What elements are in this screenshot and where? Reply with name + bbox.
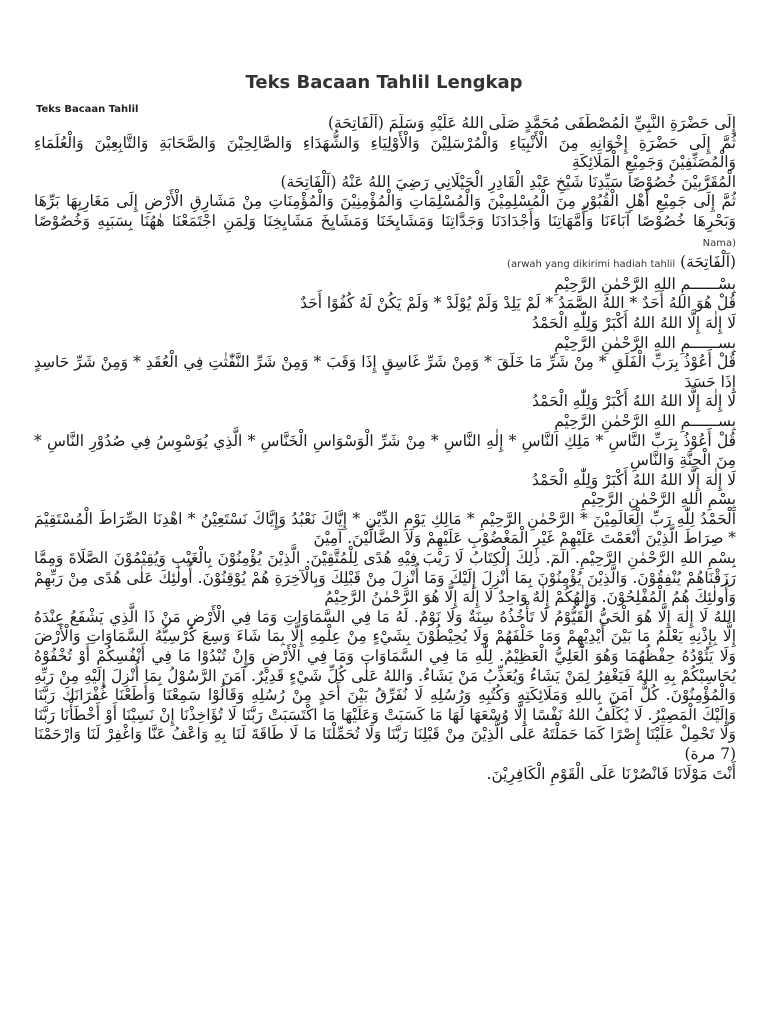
text-line: قُلْ أَعُوْذُ بِرَبِّ الْفَلَقِ * مِنْ شَرِّ مَا خَلَقَ * وَمِنْ شَرِّ غَاسِقٍ إِذَا وَقَبَ * وَمِنْ شَرِّ النَّفّٰثٰتِ فِي الْعُقَدِ * وَمِنْ شَرِّ حَاسِدٍ إِذَا حَسَدَ (34, 353, 736, 391)
text-line: بِســــــمِ اللهِ الرَّحْمٰنِ الرَّحِيْمِ (554, 411, 736, 430)
text-line: لَا إِلٰهَ إِلَّا اللهُ اللهُ أَكْبَرْ وَلِلّٰهِ الْحَمْدُ (531, 392, 736, 411)
text-line: بِسْمِ اللهِ الرَّحْمٰنِ الرَّحِيْمِ. الٓمٓ. ذٰلِكَ الْكِتَابُ لَا رَيْبَ فِيْهِ هُدًى لِلْمُتَّقِيْنَ. الَّذِيْنَ يُؤْمِنُوْنَ بِالْغَيْبِ وَيُقِيْمُوْنَ الصَّلَاةَ وَمِمَّا رَزَقْنَاهُمْ يُنْفِقُوْنَ. وَالَّذِيْنَ يُؤْمِنُوْنَ بِمَا أُنْزِلَ إِلَيْكَ وَمَا أُنْزِلَ مِنْ قَبْلِكَ وَبِالْآخِرَةِ هُمْ يُوْقِنُوْنَ. أُولٰئِكَ عَلٰى هُدًى مِنْ رَبِّهِمْ وَأُولٰئِكَ هُمُ الْمُفْلِحُوْنَ. وَإِلٰهُكُمْ إِلٰهٌ وَاحِدٌ لَا إِلٰهَ إِلَّا هُوَ الرَّحْمٰنُ الرَّحِيْمُ (34, 549, 736, 607)
text-line: بِســــــمِ اللهِ الرَّحْمٰنِ الرَّحِيْمِ (554, 333, 736, 352)
text-line: اللهُ لَا إِلٰهَ إِلَّا هُوَ الْحَيُّ الْقَيُّوْمُ لَا تَأْخُذُهُ سِنَةٌ وَلَا نَوْمٌ. لَهُ مَا فِي السَّمَاوَاتِ وَمَا فِي الْأَرْضِ مَنْ ذَا الَّذِي يَشْفَعُ عِنْدَهُ إِلَّا بِإِذْنِهِ يَعْلَمُ مَا بَيْنَ أَيْدِيْهِمْ وَمَا خَلْفَهُمْ وَلَا يُحِيْطُوْنَ بِشَيْءٍ مِنْ عِلْمِهِ إِلَّا بِمَا شَاءَ وَسِعَ كُرْسِيُّهُ السَّمَاوَاتِ وَالْأَرْضَ وَلَا يَئُوْدُهُ حِفْظُهُمَا وَهُوَ الْعَلِيُّ الْعَظِيْمُ. لِلّٰهِ مَا فِي السَّمَاوَاتِ وَمَا فِي الْأَرْضِ وَإِنْ تُبْدُوْا مَا فِي أَنْفُسِكُمْ أَوْ تُخْفُوْهُ يُحَاسِبْكُمْ بِهِ اللهُ فَيَغْفِرُ لِمَنْ يَشَاءُ وَيُعَذِّبُ مَنْ يَشَاءُ. وَاللهُ عَلٰى كُلِّ شَيْءٍ قَدِيْرٌ. آمَنَ الرَّسُوْلُ بِمَا أُنْزِلَ إِلَيْهِ مِنْ رَبِّهِ وَالْمُؤْمِنُوْنَ. كُلٌّ آمَنَ بِاللهِ وَمَلَائِكَتِهِ وَكُتُبِهِ وَرُسُلِهِ لَا نُفَرِّقُ بَيْنَ أَحَدٍ مِنْ رُسُلِهِ وَقَالُوْا سَمِعْنَا وَأَطَعْنَا غُفْرَانَكَ رَبَّنَا وَإِلَيْكَ الْمَصِيْرُ. لَا يُكَلِّفُ اللهُ نَفْسًا إِلَّا وُسْعَهَا لَهَا مَا كَسَبَتْ وَعَلَيْهَا مَا اكْتَسَبَتْ رَبَّنَا لَا تُؤَاخِذْنَا إِنْ نَسِيْنَا أَوْ أَخْطَأْنَا رَبَّنَا وَلَا تَحْمِلْ عَلَيْنَا إِصْرًا كَمَا حَمَلْتَهُ عَلَى الَّذِيْنَ مِنْ قَبْلِنَا رَبَّنَا وَلَا تُحَمِّلْنَا مَا لَا طَاقَةَ لَنَا بِهِ وَاعْفُ عَنَّا وَاغْفِرْ لَنَا وَارْحَمْنَا (7 مرة) (34, 607, 736, 763)
text-line: لَا إِلٰهَ إِلَّا اللهُ اللهُ أَكْبَرْ وَلِلّٰهِ الْحَمْدُ (531, 313, 736, 332)
text-line: بِسْــــــمِ اللهِ الرَّحْمٰنِ الرَّحِيْمِ (554, 274, 736, 293)
text-line-with-note (34, 253, 736, 275)
text-line: (اَلْفَاتِحَة) (680, 253, 736, 272)
text-line: اَلْحَمْدُ لِلّٰهِ رَبِّ الْعَالَمِيْنَ * الرَّحْمٰنِ الرَّحِيْمِ * مَالِكِ يَوْمِ الدِّيْنِ * إِيَّاكَ نَعْبُدُ وَإِيَّاكَ نَسْتَعِيْنُ * اهْدِنَا الصِّرَاطَ الْمُسْتَقِيْمَ * صِرَاطَ الَّذِيْنَ أَنْعَمْتَ عَلَيْهِمْ غَيْرِ الْمَغْضُوْبِ عَلَيْهِمْ وَلَا الضَّالِّيْنَ. آمِيْنَ (34, 509, 736, 548)
text-line: إِلَى حَضْرَةِ النَّبِيِّ الْمُصْطَفَى مُحَمَّدٍ صَلَّى اللهُ عَلَيْهِ وَسَلَّمَ (اَلْفَاتِحَة) (328, 114, 736, 132)
text-line: بِسْمِ اللهِ الرَّحْمٰنِ الرَّحِيْمِ (581, 490, 736, 509)
document-title: Teks Bacaan Tahlil Lengkap (245, 72, 523, 93)
tahlil-text-body (34, 114, 736, 954)
text-line: قُلْ أَعُوْذُ بِرَبِّ النَّاسِ * مَلِكِ النَّاسِ * إِلٰهِ النَّاسِ * مِنْ شَرِّ الْوَسْوَاسِ الْخَنَّاسِ * الَّذِي يُوَسْوِسُ فِي صُدُوْرِ النَّاسِ * مِنَ الْجِنَّةِ وَالنَّاسِ (34, 431, 736, 470)
text-line: الْمُقَرَّبِيْنَ خُصُوْصًا سَيِّدِنَا شَيْخِ عَبْدِ الْقَادِرِ الْجَيْلَانِي رَضِيَ اللهُ عَنْهُ (اَلْفَاتِحَة) (280, 172, 736, 191)
text-line: أَنْتَ مَوْلَانَا فَانْصُرْنَا عَلَى الْقَوْمِ الْكَافِرِيْنَ. (486, 764, 736, 783)
section-label: Teks Bacaan Tahlil (36, 104, 139, 115)
text-line: لَا إِلٰهَ إِلَّا اللهُ اللهُ أَكْبَرْ وَلِلّٰهِ الْحَمْدُ (531, 470, 736, 489)
arwah-note: (arwah yang dikirimi hadiah tahlil (507, 259, 676, 271)
text-line: ثُمَّ إِلَى حَضْرَةِ إِخْوَانِهِ مِنَ الْأَنْبِيَاءِ وَالْمُرْسَلِيْنَ وَالْأَوْلِيَاءِ وَالشُّهَدَاءِ وَالصَّالِحِيْنَ وَالصَّحَابَةِ وَالتَّابِعِيْنَ وَالْعُلَمَاءِ وَالْمُصَنِّفِيْنَ وَجَمِيْعِ الْمَلَائِكَةِ (34, 133, 736, 172)
text-line: قُلْ هُوَ اللهُ أَحَدٌ * اللهُ الصَّمَدُ * لَمْ يَلِدْ وَلَمْ يُوْلَدْ * وَلَمْ يَكُنْ لَهُ كُفُوًا أَحَدٌ (300, 294, 736, 313)
text-line-with-note (34, 192, 736, 253)
nama-note: Nama) (702, 237, 736, 249)
text-line: ثُمَّ إِلَى جَمِيْعِ أَهْلِ الْقُبُوْرِ مِنَ الْمُسْلِمِيْنَ وَالْمُسْلِمَاتِ وَالْمُؤْمِنِيْنَ وَالْمُؤْمِنَاتِ مِنْ مَشَارِقِ الْأَرْضِ إِلَى مَغَارِبِهَا بَرِّهَا وَبَحْرِهَا خُصُوْصًا آبَاءَنَا وَأُمَّهَاتِنَا وَأَجْدَادَنَا وَجَدَّاتِنَا وَمَشَايِخَنَا وَمَشَايِخَ مَشَايِخِنَا وَلِمَنِ اجْتَمَعْنَا هٰهُنَا بِسَبَبِهِ وَخُصُوْصًا (34, 192, 736, 230)
